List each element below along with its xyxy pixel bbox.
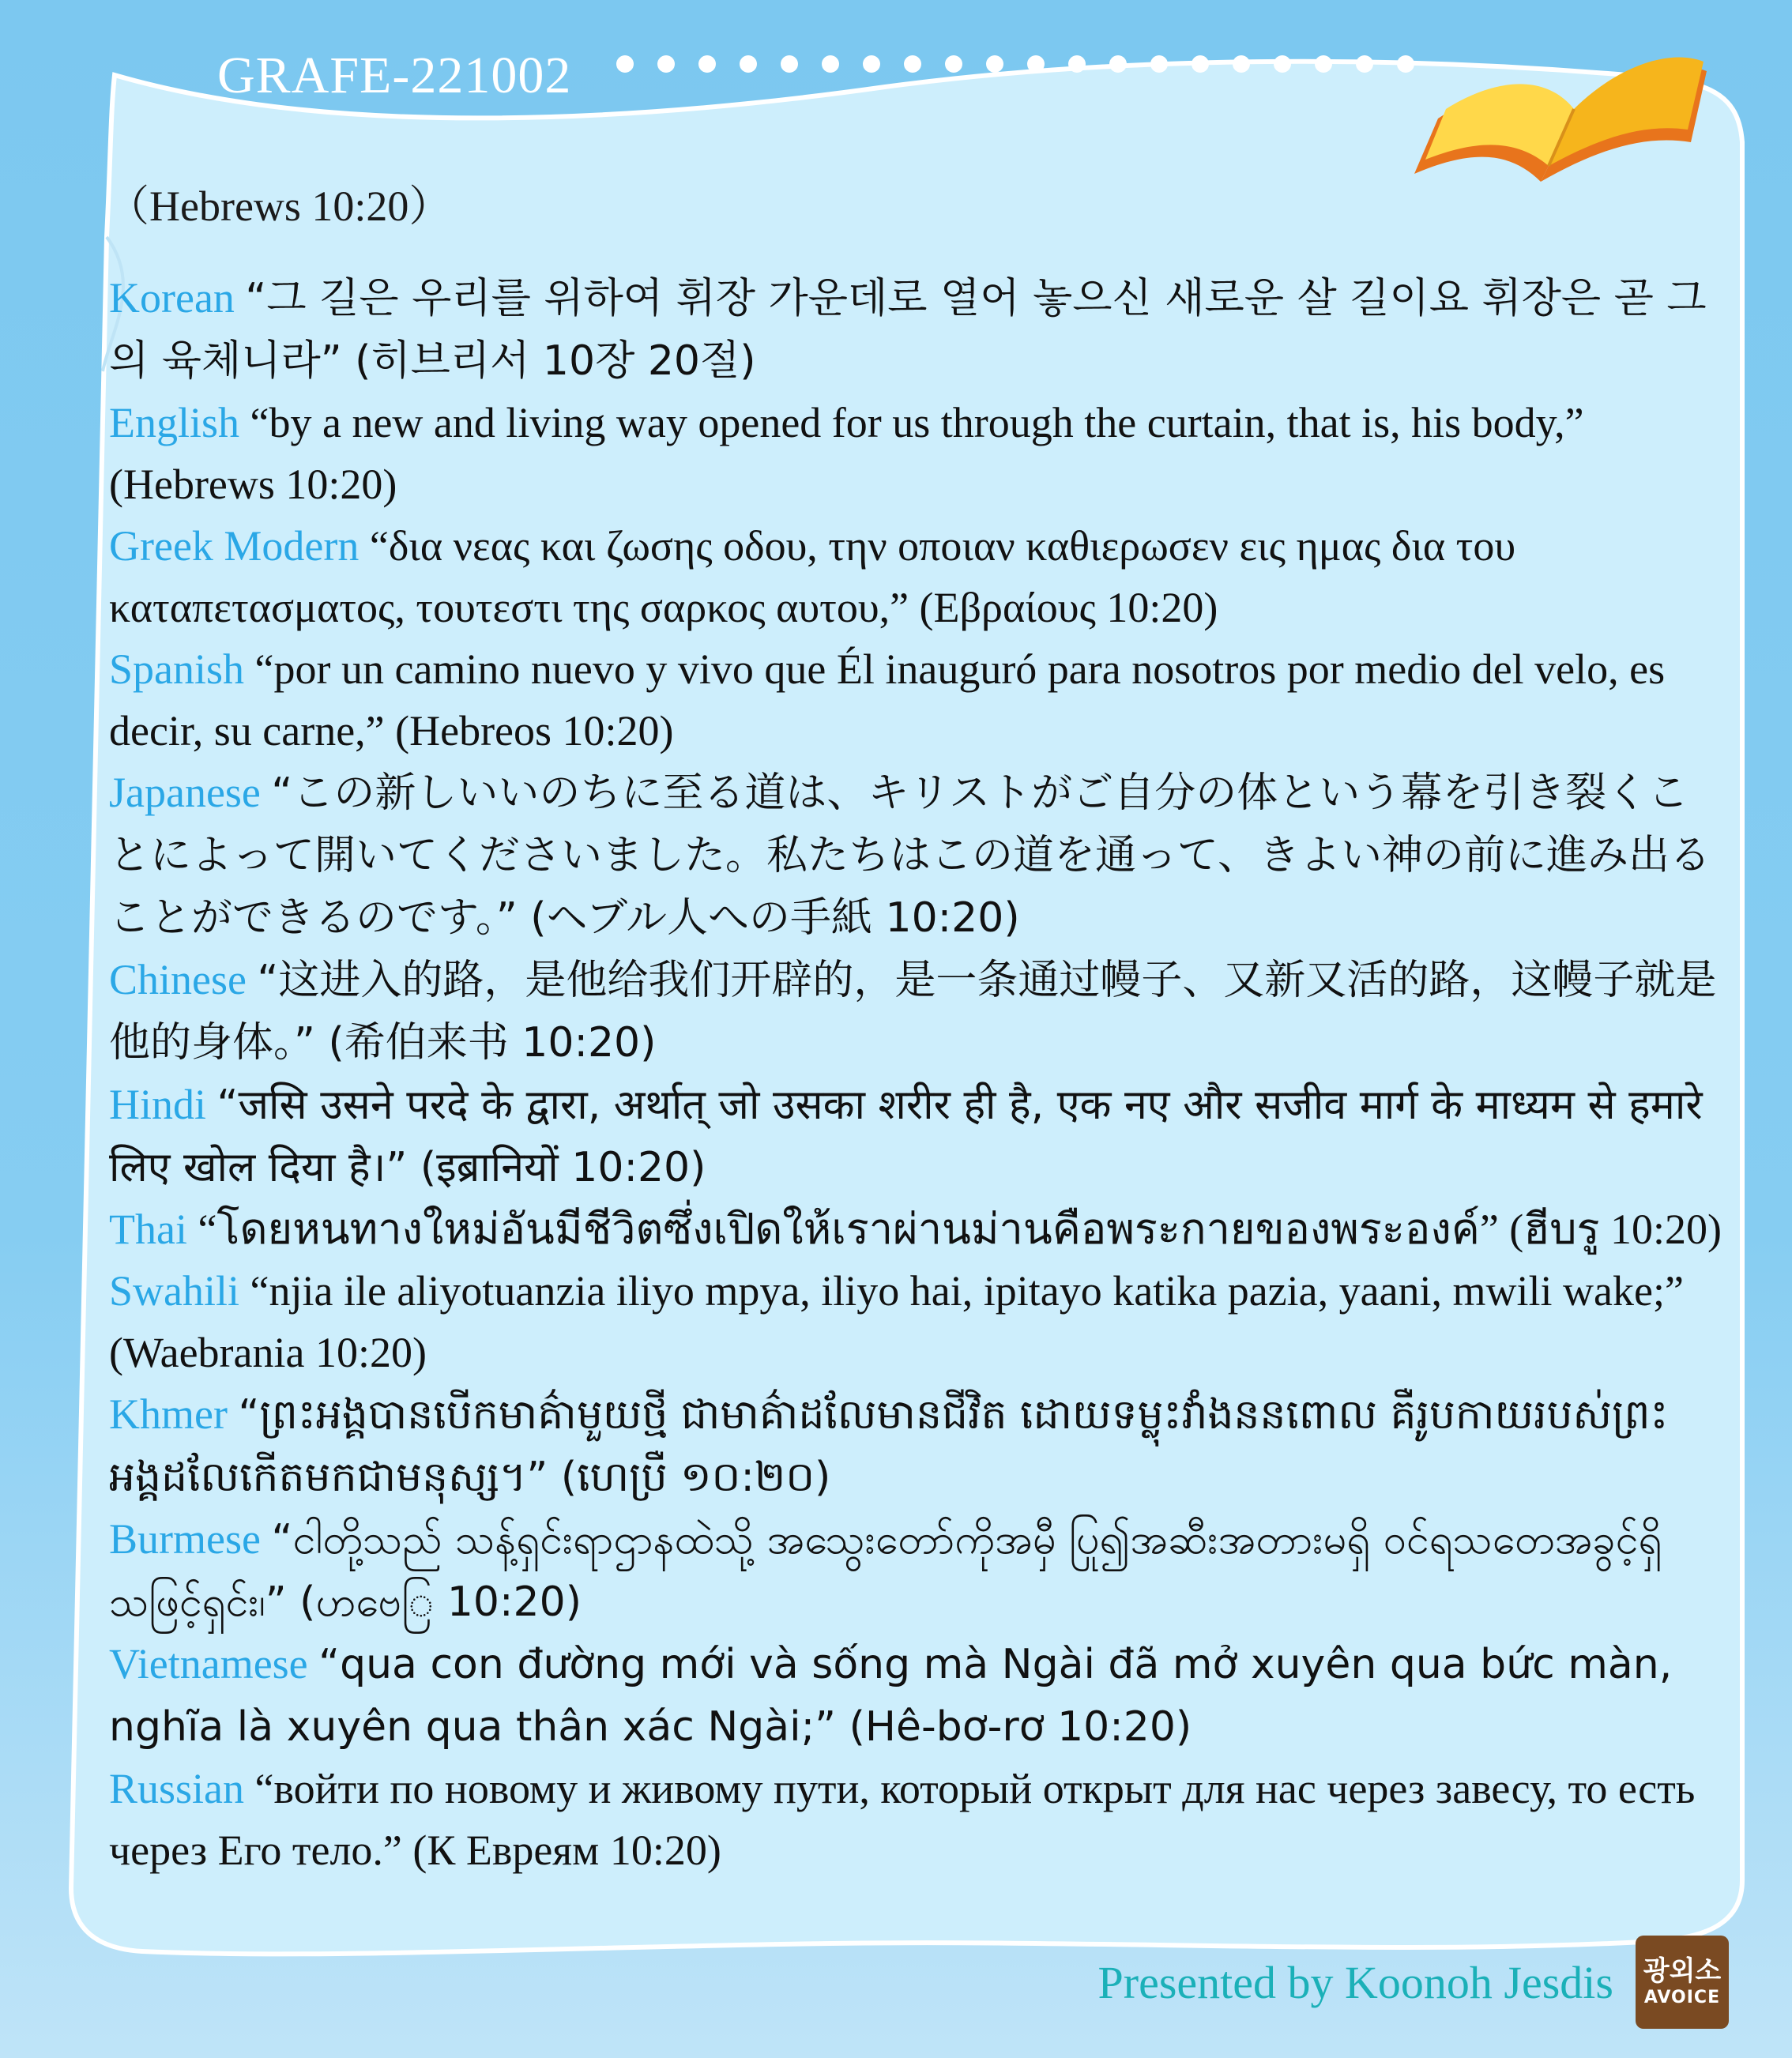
page-code: GRAFE-221002	[217, 47, 572, 104]
verse-list	[109, 267, 1729, 1881]
verse-spanish	[109, 638, 1729, 762]
language-label: Greek Modern	[109, 522, 360, 570]
verse-vietnamese	[109, 1633, 1729, 1758]
language-label: Thai	[109, 1206, 187, 1253]
verse-text: “δια νεας και ζωσης οδου, την οποιαν καθιερωσεν εις ημας δια του καταπετασματος, τουτεστι της σαρκος αυτου,” (Εβραίους 10:20)	[109, 522, 1516, 631]
header-dot	[1274, 55, 1291, 73]
footer	[1098, 1935, 1729, 2030]
verse-thai	[109, 1198, 1729, 1260]
header-dot	[1233, 55, 1250, 73]
header-dot	[1150, 55, 1168, 73]
logo-korean-text: 광외소	[1643, 1955, 1722, 1987]
language-label: Japanese	[109, 769, 261, 816]
verse-text: “njia ile aliyotuanzia iliyo mpya, iliyo hai, ipitayo katika pazia, yaani, mwili wake;” (Waebrania 10:20)	[109, 1267, 1684, 1376]
language-label: English	[109, 399, 240, 446]
language-label: Swahili	[109, 1267, 240, 1315]
verse-text: “그 길은 우리를 위하여 휘장 가운데로 열어 놓으신 새로운 살 길이요 휘장은 곧 그의 육체니라” (히브리서 10장 20절)	[109, 275, 1707, 385]
header-dot	[740, 55, 757, 73]
language-label: Chinese	[109, 956, 247, 1003]
header-dot	[698, 55, 716, 73]
header-dot	[1356, 55, 1373, 73]
header-dot	[1315, 55, 1332, 73]
verse-khmer	[109, 1383, 1729, 1508]
verse-text: “जसि उसने परदे के द्वारा, अर्थात् जो उसका शरीर ही है, एक नए और सजीव मार्ग के माध्यम से हमारे लिए खोल दिया है।” (इब्रानियों 10:20)	[109, 1082, 1703, 1191]
header-dot	[1068, 55, 1086, 73]
header-dot	[1027, 55, 1045, 73]
language-label: Russian	[109, 1765, 245, 1812]
verse-text: “qua con đường mới và sống mà Ngài đã mở xuyên qua bức màn, nghĩa là xuyên qua thân xác Ngài;” (Hê-bơ-rơ 10:20)	[109, 1641, 1673, 1751]
logo-english-text: AVOICE	[1643, 1988, 1721, 2007]
header-dot	[863, 55, 880, 73]
language-label: Khmer	[109, 1390, 228, 1438]
verse-text: “ငါတို့သည် သန့်ရှင်းရာဌာနထဲသို့ အသွေးတော်ကိုအမှီ ပြု၍အဆီးအတားမရှိ ဝင်ရသတေအခွင့်ရှိသဖြင့်ရှင်း၊” (ဟဗေြ 10:20)	[109, 1516, 1662, 1626]
header-dot	[822, 55, 839, 73]
avoice-logo	[1636, 1936, 1729, 2029]
language-label: Korean	[109, 274, 235, 322]
reference-heading: （Hebrews 10:20）	[107, 182, 452, 230]
verse-hindi	[109, 1074, 1729, 1198]
verse-text: “โดยหนทางใหม่อันมีชีวิตซึ่งเปิดให้เราผ่านม่านคือพระกายของพระองค์” (ฮีบรู 10:20)	[198, 1206, 1722, 1253]
language-label: Vietnamese	[109, 1640, 308, 1687]
verse-english	[109, 392, 1729, 515]
verse-text: “ព្រះអង្គបានបើកមាគ៌ាមួយថ្មី ជាមាគ៌ាដលែមានជីវិត ដោយទម្លុះវាំងននពោល គឺរូបកាយរបស់ព្រះអង្គដលែកើតមកជាមនុស្ស។” (ហេប្រឺ ១០:២០)	[109, 1391, 1669, 1501]
presented-by-text: Presented by Koonoh Jesdis	[1097, 1956, 1613, 2008]
header-dot	[986, 55, 1003, 73]
verse-chinese	[109, 949, 1729, 1074]
verse-text: “这进入的路，是他给我们开辟的，是一条通过幔子、又新又活的路，这幔子就是他的身体。” (希伯来书 10:20)	[109, 957, 1717, 1067]
language-label: Burmese	[109, 1515, 261, 1563]
header-dot	[657, 55, 675, 73]
header-dot	[1192, 55, 1209, 73]
verse-burmese	[109, 1508, 1729, 1633]
verse-russian	[109, 1758, 1729, 1881]
verse-text: “войти по новому и живому пути, который открыт для нас через завесу, то есть через Его тело.” (К Евреям 10:20)	[109, 1765, 1696, 1874]
verse-swahili	[109, 1260, 1729, 1383]
header-dot	[781, 55, 798, 73]
header-dot	[904, 55, 921, 73]
verse-text: “por un camino nuevo y vivo que Él inauguró para nosotros por medio del velo, es decir, su carne,” (Hebreos 10:20)	[109, 645, 1666, 754]
language-label: Spanish	[109, 645, 245, 693]
verse-japanese	[109, 762, 1729, 949]
language-label: Hindi	[109, 1081, 207, 1128]
verse-greek-modern	[109, 515, 1729, 638]
verse-text: “この新しいいのちに至る道は、キリストがご自分の体という幕を引き裂くことによって開いてくださいました。私たちはこの道を通って、きよい神の前に進み出ることができるのです。” (ヘブル人への手紙 10:20)	[109, 769, 1711, 942]
verse-korean	[109, 267, 1729, 392]
open-book-icon	[1391, 24, 1722, 198]
header-dot	[616, 55, 634, 73]
header-dots	[616, 52, 1438, 76]
header-dot	[1109, 55, 1127, 73]
verse-text: “by a new and living way opened for us through the curtain, that is, his body,” (Hebrews 10:20)	[109, 399, 1584, 508]
header-dot	[945, 55, 962, 73]
